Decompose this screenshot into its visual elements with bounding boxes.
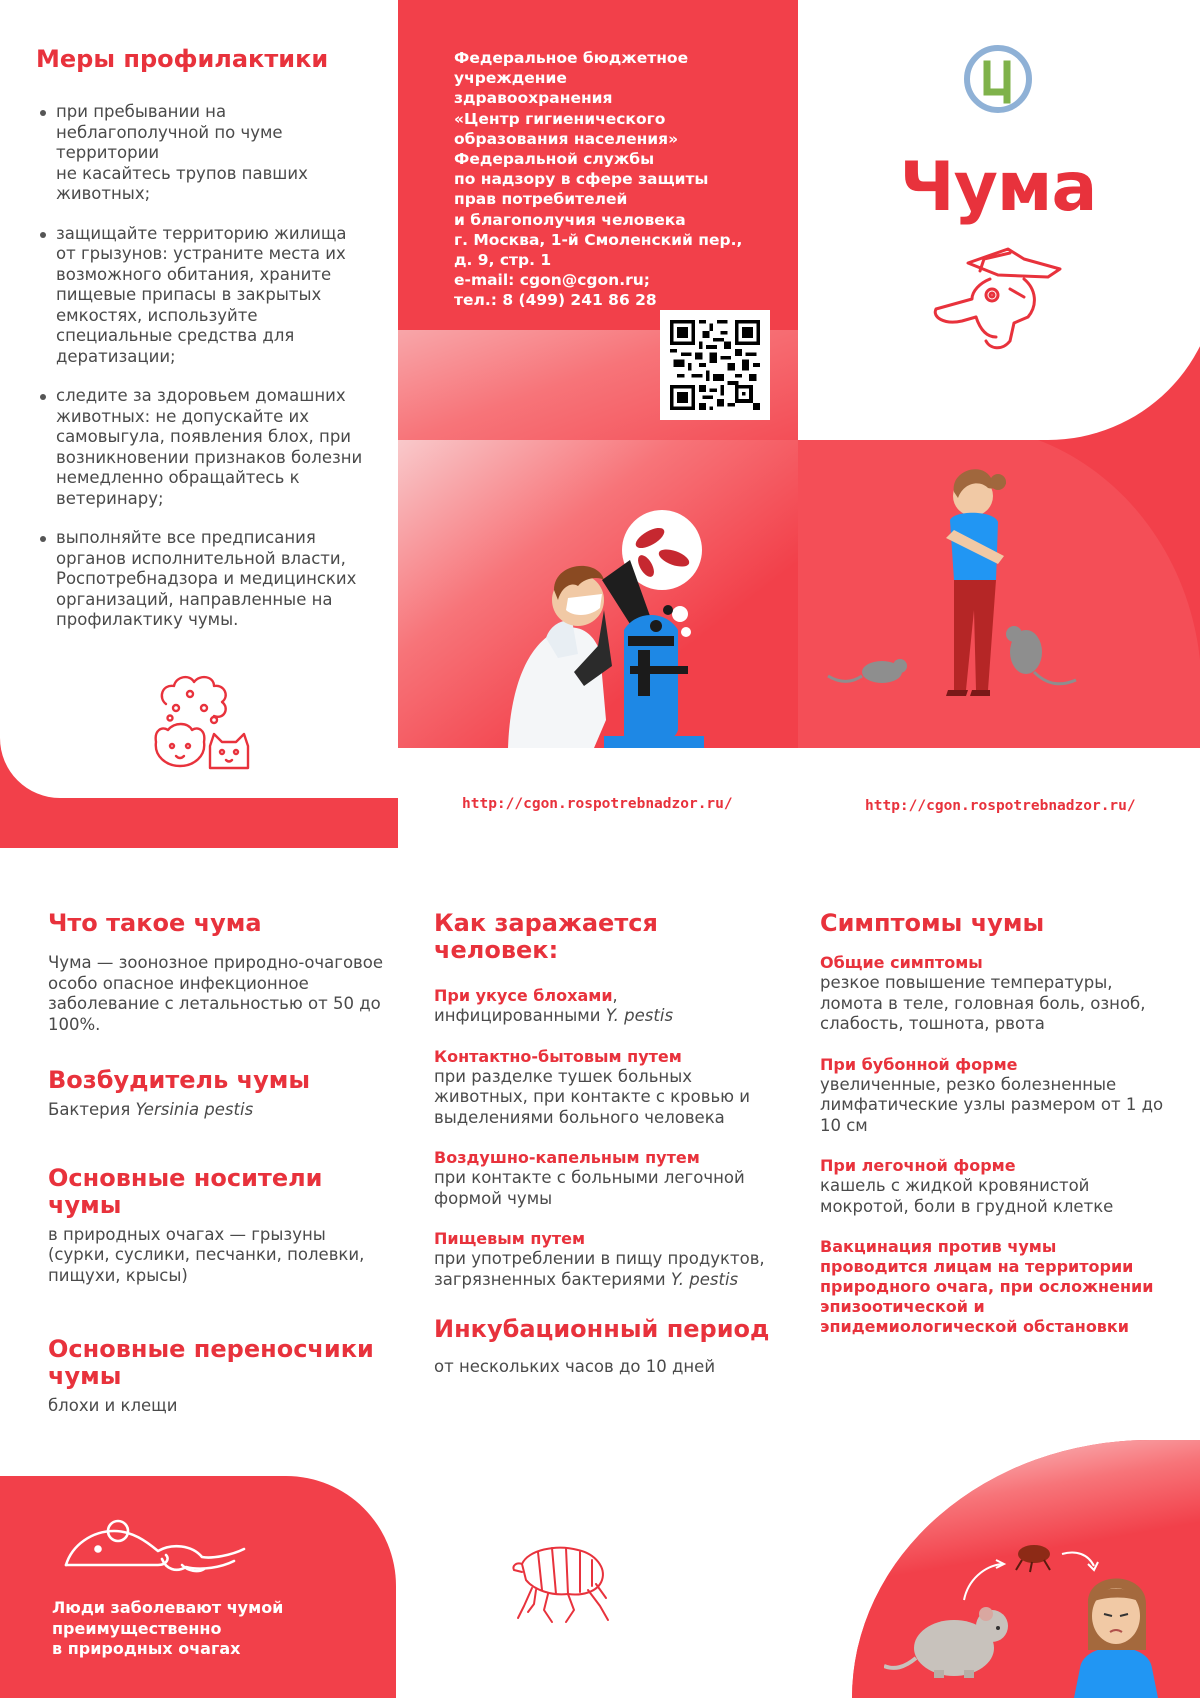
section-title: Основные носители чумы [48, 1163, 323, 1219]
symptom-text: резкое повышение температуры, ломота в теле, головная боль, озноб, слабость, тошнота, рвота [820, 973, 1146, 1033]
website-link[interactable]: http://cgon.rospotrebnadzor.ru/ [462, 796, 733, 812]
list-item: выполняйте все предписания органов исполнительной власти, Роспотребнадзора и медицинских организаций, направленные на профилактику чумы. [36, 528, 366, 631]
symptom-heading: При легочной форме [820, 1156, 1016, 1175]
route-heading: Воздушно-капельным путем [434, 1148, 700, 1167]
route-text [434, 1249, 779, 1290]
main-title: Чума [899, 148, 1097, 227]
transmission-route [434, 1148, 779, 1209]
flea-rat-human-illustration [884, 1540, 1200, 1698]
species-name: Yersinia pestis [135, 1100, 254, 1119]
plague-doctor-mask-icon [928, 245, 1068, 355]
symptom-heading: При бубонной форме [820, 1054, 1018, 1074]
route-text-part: инфицированными [434, 1006, 606, 1025]
column-about [48, 910, 388, 1449]
symptom-group [820, 1055, 1165, 1137]
footer-note-text: Люди заболевают чумой преимущественно в природных очагах [52, 1598, 284, 1658]
list-item: следите за здоровьем домашних животных: не допускайте их самовыгула, появления блох, при возникновении признаков болезни немедленно обращайтесь к ветеринару; [36, 386, 366, 509]
route-heading [434, 986, 779, 1006]
footer-note [52, 1598, 372, 1660]
route-heading: Пищевым путем [434, 1229, 586, 1248]
transmission-route [434, 986, 779, 1027]
organization-info [454, 48, 784, 311]
flea-outline-icon [508, 1540, 614, 1624]
species-name: Y. pestis [670, 1269, 739, 1289]
route-text [434, 1006, 779, 1027]
section-title: Инкубационный период [434, 1315, 770, 1343]
species-name: Y. pestis [605, 1006, 674, 1025]
section-text: в природных очагах — грызуны (сурки, суслики, песчанки, полевки, пищухи, крысы) [48, 1224, 365, 1285]
mouse-outline-icon [62, 1515, 248, 1579]
text-prefix: Бактерия [48, 1100, 136, 1119]
logo-icon [963, 44, 1033, 114]
list-item: при пребывании на неблагополучной по чуме территории не касайтесь трупов павших животных; [36, 102, 366, 205]
route-text: при контакте с больными легочной формой чумы [434, 1168, 745, 1208]
transmission-route [434, 1047, 779, 1129]
section-title: Как заражается человек: [434, 909, 658, 964]
vaccination-note: Вакцинация против чумы проводится лицам на территории природного очага, при осложнении эпизоотической и эпидемиологической обстановки [820, 1237, 1154, 1336]
organization-text: Федеральное бюджетное учреждение здравоохранения «Центр гигиенического образования населения» Федеральной службы по надзору в сфере защиты прав потребителей и благополучия человека г. Москва, 1-й Смоленский пер., д. 9, стр. 1 e-mail: cgon@cgon.ru; тел.: 8 (499) 241 86 28 [454, 49, 743, 310]
section-title: Симптомы чумы [820, 909, 1045, 937]
column-transmission [434, 910, 779, 1378]
bacteria-pets-icon [148, 672, 252, 770]
symptom-text: кашель с жидкой кровянистой мокротой, боли в грудной клетке [820, 1176, 1114, 1216]
column-symptoms [820, 910, 1165, 1337]
decorative-red-strip [0, 798, 390, 848]
section-text: Чума — зоонозное природно-очаговое особо опасное инфекционное заболевание с летальностью от 50 до 100%. [48, 953, 384, 1034]
section-title: Возбудитель чумы [48, 1066, 311, 1094]
route-heading: Контактно-бытовым путем [434, 1046, 682, 1066]
route-heading-comma: , [612, 986, 618, 1005]
qr-code-image [670, 320, 760, 410]
illustration-panel [398, 440, 1200, 748]
prevention-title: Меры профилактики [36, 45, 329, 73]
route-text: при разделке тушек больных животных, при контакте с кровью и выделениями больного человека [434, 1066, 751, 1127]
qr-code[interactable] [660, 310, 770, 420]
transmission-route [434, 1229, 779, 1290]
section-title: Что такое чума [48, 909, 262, 937]
website-link[interactable]: http://cgon.rospotrebnadzor.ru/ [865, 798, 1136, 814]
list-item: защищайте территорию жилища от грызунов: устраните места их возможного обитания, храните пищевые припасы в закрытых емкостях, используйте специальные средства для дератизации; [36, 224, 366, 368]
section-text: от нескольких часов до 10 дней [434, 1357, 716, 1376]
section-title: Основные переносчики чумы [48, 1335, 374, 1390]
route-heading-text: При укусе блохами [434, 986, 613, 1005]
footer-left-panel [0, 1476, 396, 1698]
symptom-text: увеличенные, резко болезненные лимфатические узлы размером от 1 до 10 см [820, 1074, 1164, 1135]
section-text [48, 1100, 388, 1121]
symptom-group [820, 1156, 1165, 1217]
route-text-part: при употреблении в пищу продуктов, загрязненных бактериями [434, 1249, 765, 1289]
section-text: блохи и клещи [48, 1396, 178, 1415]
symptom-group [820, 953, 1165, 1035]
prevention-list [36, 102, 366, 650]
symptom-heading: Общие симптомы [820, 953, 983, 972]
